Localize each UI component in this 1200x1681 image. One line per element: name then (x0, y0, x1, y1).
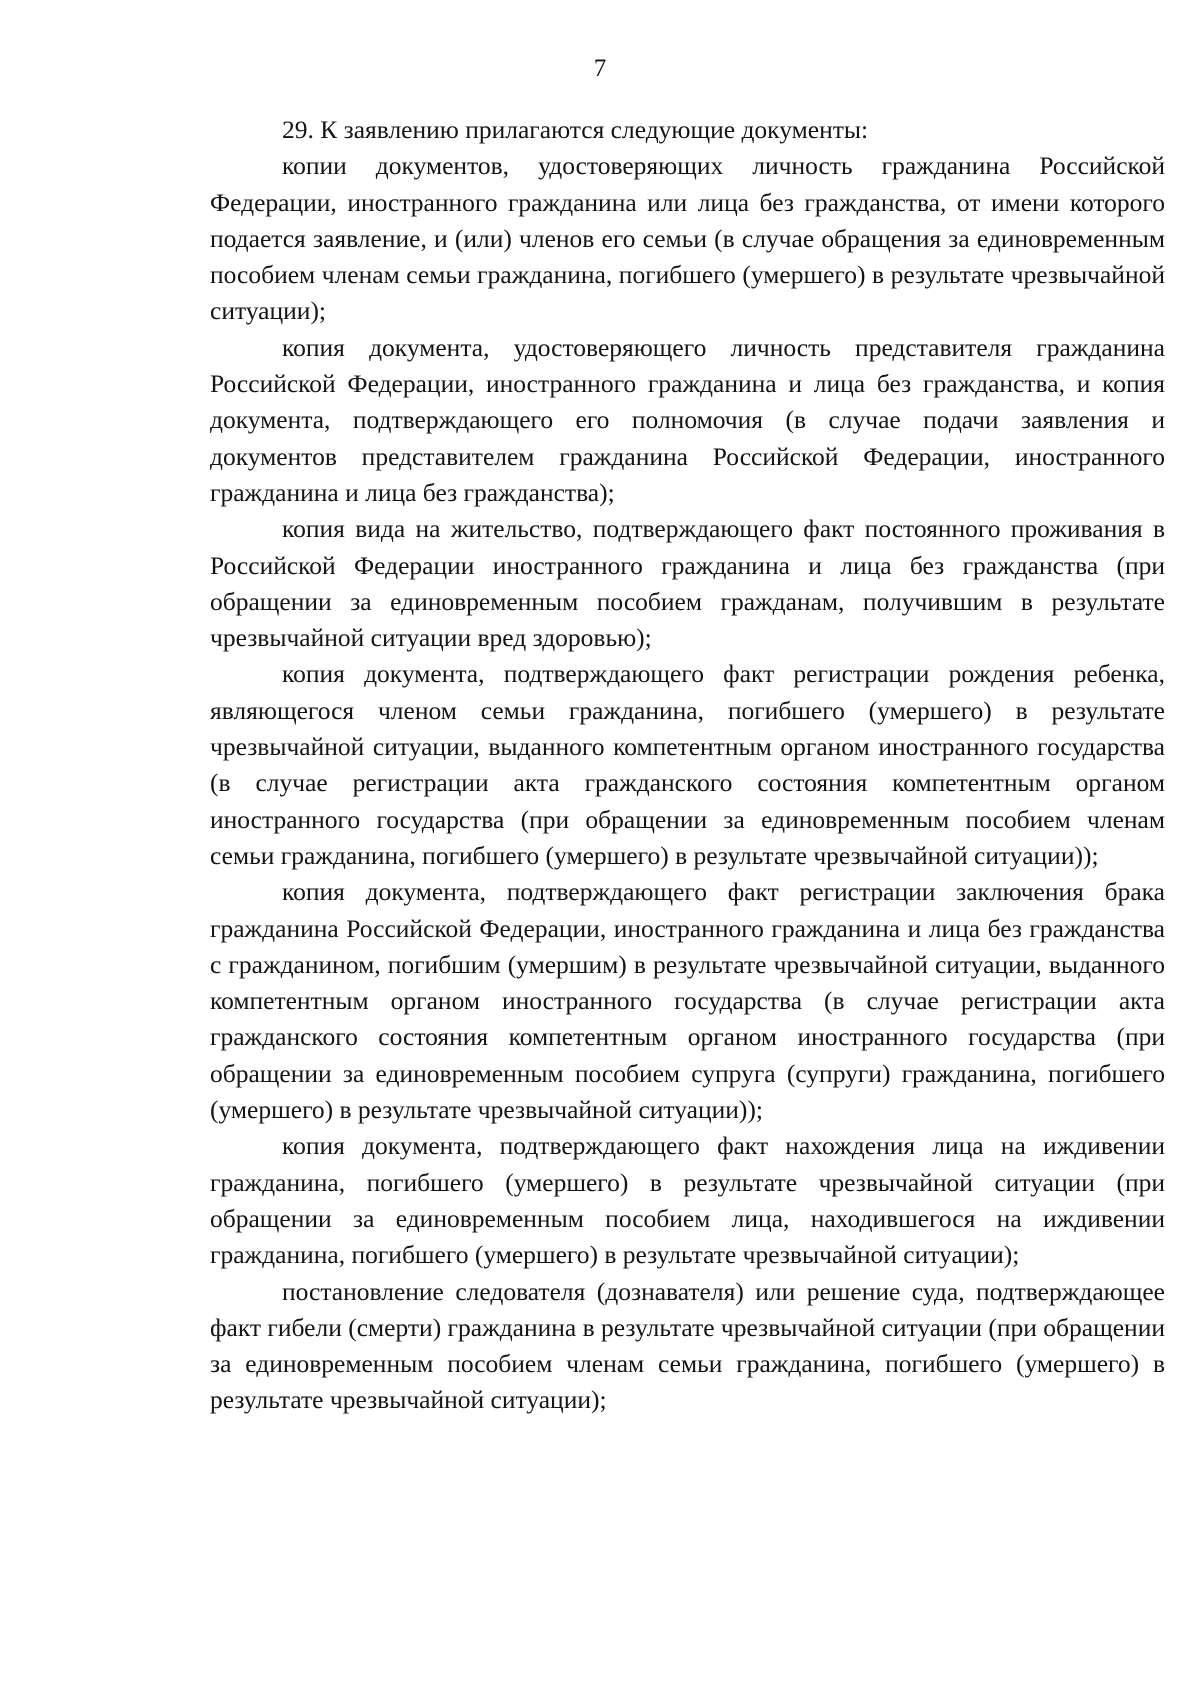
section-heading: 29. К заявлению прилагаются следующие документы: (282, 115, 869, 144)
paragraph: копия документа, удостоверяющего личность представителя гражданина Российской Федерации, иностранного гражданина и лица без гражданства, и копия документа, подтверждающего его полномочия (в случае подачи заявления и документов представителем гражданина Российской Федерации, иностранного гражданина и лица без гражданства); (210, 332, 1165, 507)
paragraph: копии документов, удостоверяющих личность гражданина Российской Федерации, иностранного гражданина или лица без гражданства, от имени которого подается заявление, и (или) членов его семьи (в случае обращения за единовременным пособием членам семьи гражданина, погибшего (умершего) в результате чрезвычайной ситуации); (210, 151, 1165, 326)
paragraph: постановление следователя (дознавателя) или решение суда, подтверждающее факт гибели (смерти) гражданина в результате чрезвычайной ситуации (при обращении за единовременным пособием членам семьи гражданина, погибшего (умершего) в результате чрезвычайной ситуации); (210, 1276, 1165, 1415)
paragraph: копия вида на жительство, подтверждающего факт постоянного проживания в Российской Федерации иностранного гражданина и лица без гражданства (при обращении за единовременным пособием гражданам, получившим в результате чрезвычайной ситуации вред здоровью); (210, 514, 1165, 653)
document-body (210, 112, 1165, 1419)
paragraph: копия документа, подтверждающего факт регистрации заключения брака гражданина Российской Федерации, иностранного гражданина и лица без гражданства с гражданином, погибшим (умершим) в результате чрезвычайной ситуации, выданного компетентным органом иностранного государства (в случае регистрации акта гражданского состояния компетентным органом иностранного государства (при обращении за единовременным пособием супруга (супруги) гражданина, погибшего (умершего) в результате чрезвычайной ситуации)); (210, 877, 1165, 1125)
page-number: 7 (593, 55, 607, 82)
paragraph: копия документа, подтверждающего факт нахождения лица на иждивении гражданина, погибшего (умершего) в результате чрезвычайной ситуации (при обращении за единовременным пособием лица, находившегося на иждивении гражданина, погибшего (умершего) в результате чрезвычайной ситуации); (210, 1131, 1165, 1270)
paragraph: копия документа, подтверждающего факт регистрации рождения ребенка, являющегося членом семьи гражданина, погибшего (умершего) в результате чрезвычайной ситуации, выданного компетентным органом иностранного государства (в случае регистрации акта гражданского состояния компетентным органом иностранного государства (при обращении за единовременным пособием членам семьи гражданина, погибшего (умершего) в результате чрезвычайной ситуации)); (210, 659, 1165, 870)
